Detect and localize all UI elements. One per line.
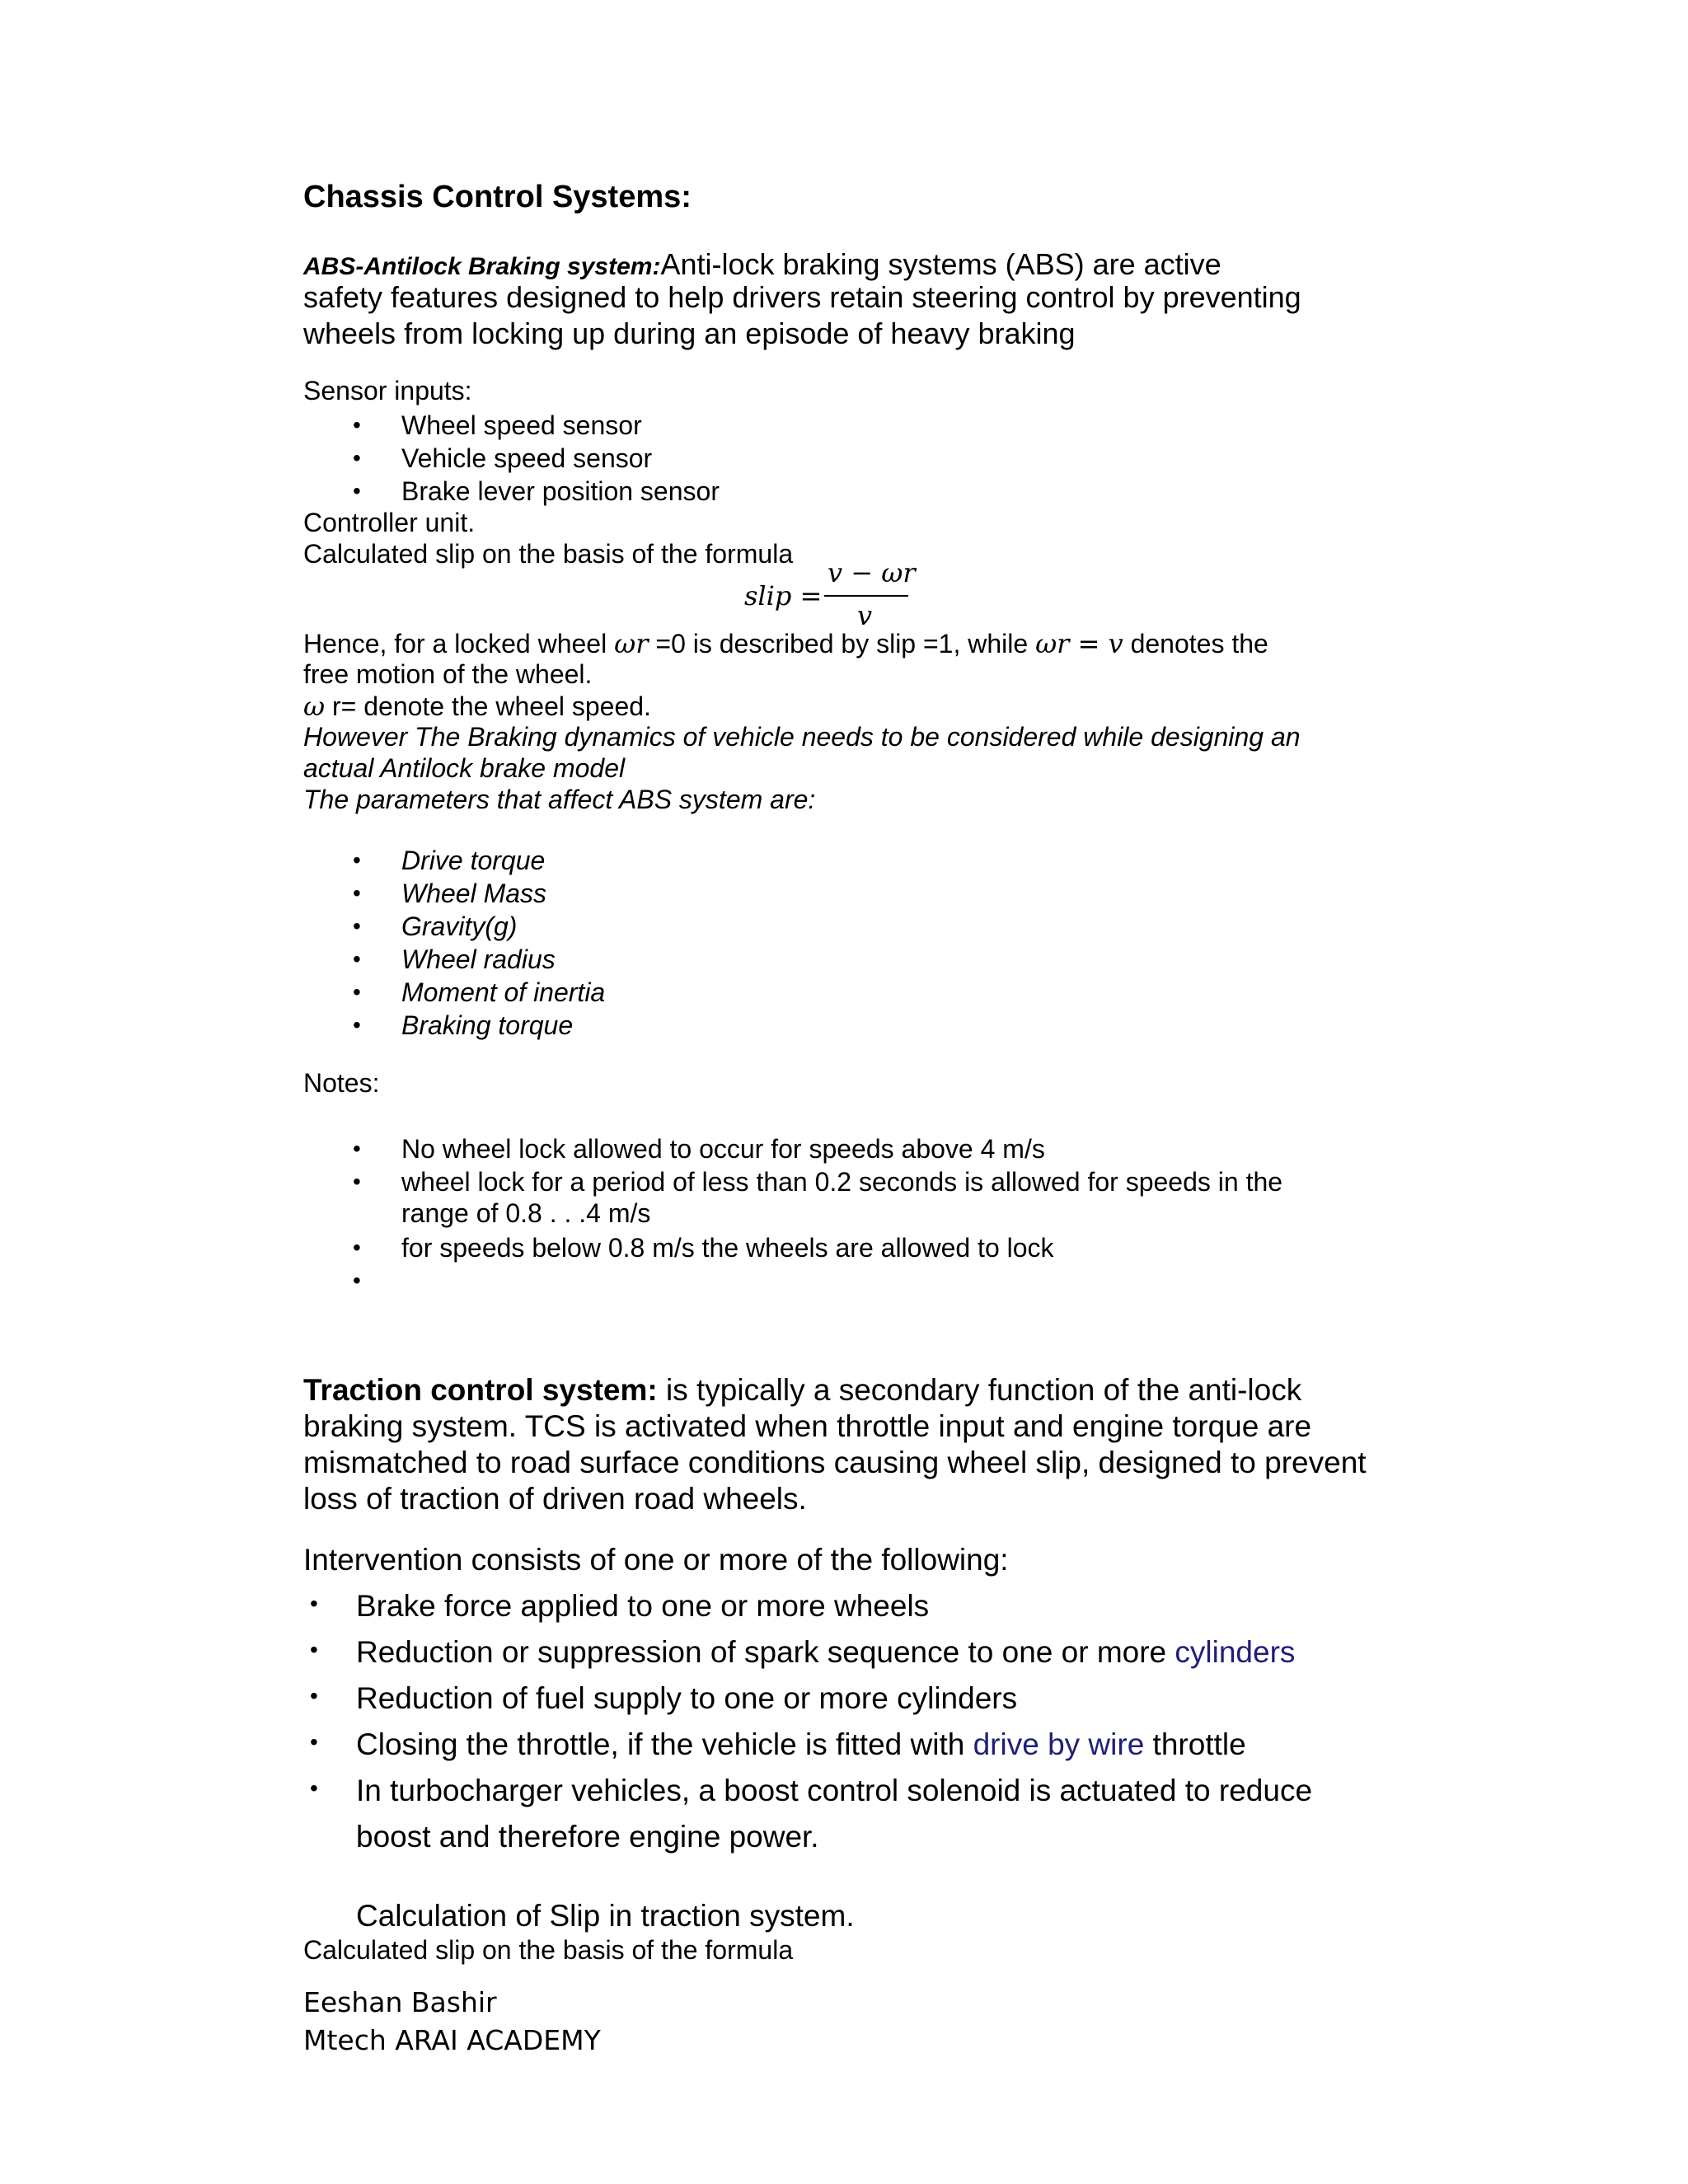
bullet-icon: • bbox=[353, 913, 361, 939]
controller-unit: Controller unit. bbox=[303, 508, 476, 537]
abs-intro-line-1 bbox=[303, 247, 1221, 282]
author-name: Eeshan Bashir bbox=[303, 1986, 497, 2018]
abs-intro-line-3: wheels from locking up during an episode of heavy braking bbox=[303, 316, 1076, 350]
intervention-item bbox=[356, 1589, 929, 1624]
parameter-item: Gravity(g) bbox=[401, 912, 518, 941]
bullet-icon: • bbox=[310, 1683, 318, 1708]
hence-text-2: =0 is described by slip =1, while bbox=[648, 629, 1036, 658]
parameter-item: Drive torque bbox=[401, 846, 546, 875]
bullet-icon: • bbox=[353, 979, 361, 1005]
hence-math-2: ωr = v bbox=[1035, 628, 1123, 659]
hence-text-3: denotes the bbox=[1123, 629, 1268, 658]
bullet-icon: • bbox=[353, 1136, 361, 1161]
hence-line-2: free motion of the wheel. bbox=[303, 659, 593, 689]
intervention-item bbox=[356, 1727, 1246, 1762]
formula-numerator: v − ωr bbox=[828, 557, 916, 588]
intervention-text: In turbocharger vehicles, a boost control solenoid is actuated to reduce bbox=[356, 1774, 1313, 1807]
bullet-icon: • bbox=[310, 1637, 318, 1662]
sensor-inputs-label: Sensor inputs: bbox=[303, 376, 472, 405]
tcs-calc-heading: Calculation of Slip in traction system. bbox=[356, 1899, 855, 1933]
fraction-bar bbox=[824, 595, 908, 597]
bullet-icon: • bbox=[310, 1591, 318, 1616]
abs-intro-line-2: safety features designed to help drivers retain steering control by preventing bbox=[303, 280, 1301, 314]
bullet-icon: • bbox=[353, 1235, 361, 1260]
parameters-label: The parameters that affect ABS system are: bbox=[303, 785, 816, 814]
formula-denominator: v bbox=[857, 600, 873, 631]
sensor-item: Vehicle speed sensor bbox=[401, 443, 653, 473]
hence-text-1: Hence, for a locked wheel bbox=[303, 629, 615, 658]
bullet-icon: • bbox=[310, 1775, 318, 1801]
abs-intro-text: Anti-lock braking systems (ABS) are active bbox=[660, 247, 1221, 281]
intervention-label: Intervention consists of one or more of the following: bbox=[303, 1543, 1009, 1577]
bullet-icon: • bbox=[353, 880, 361, 906]
intervention-item bbox=[356, 1635, 1295, 1670]
however-line-2: actual Antilock brake model bbox=[303, 753, 626, 783]
bullet-icon: • bbox=[353, 1169, 361, 1194]
sensor-item: Brake lever position sensor bbox=[401, 476, 720, 506]
calc-slip-line: Calculated slip on the basis of the formula bbox=[303, 539, 794, 569]
bullet-icon: • bbox=[310, 1729, 318, 1755]
bullet-icon: • bbox=[353, 946, 361, 972]
intervention-item bbox=[356, 1774, 1312, 1808]
bullet-icon: • bbox=[353, 478, 361, 504]
hence-math-1: ωr bbox=[614, 628, 649, 659]
parameter-item: Moment of inertia bbox=[401, 977, 606, 1007]
intervention-text: Reduction of fuel supply to one or more cylinders bbox=[356, 1681, 1018, 1715]
omega-line bbox=[303, 691, 651, 722]
abs-heading: ABS-Antilock Braking system: bbox=[303, 253, 661, 280]
intervention-text-after: throttle bbox=[1144, 1727, 1246, 1761]
notes-label: Notes: bbox=[303, 1068, 380, 1098]
parameter-item: Braking torque bbox=[401, 1010, 574, 1040]
intervention-item bbox=[356, 1681, 1017, 1716]
tcs-intro-line-4: loss of traction of driven road wheels. bbox=[303, 1482, 807, 1516]
bullet-icon: • bbox=[353, 1012, 361, 1038]
formula-lhs: slip = bbox=[744, 580, 823, 612]
cylinders-link[interactable]: cylinders bbox=[1175, 1635, 1296, 1669]
parameter-item: Wheel Mass bbox=[401, 879, 547, 908]
note-item: No wheel lock allowed to occur for speeds above 4 m/s bbox=[401, 1134, 1045, 1164]
however-line-1: However The Braking dynamics of vehicle needs to be considered while designing an bbox=[303, 722, 1301, 752]
note-item: wheel lock for a period of less than 0.2 seconds is allowed for speeds in the bbox=[401, 1167, 1283, 1197]
intervention-text: Closing the throttle, if the vehicle is fitted with bbox=[356, 1727, 973, 1761]
bullet-icon: • bbox=[353, 1268, 361, 1293]
tcs-calc-line: Calculated slip on the basis of the formula bbox=[303, 1935, 794, 1965]
tcs-intro-line-2: braking system. TCS is activated when throttle input and engine torque are bbox=[303, 1409, 1312, 1443]
sensor-item: Wheel speed sensor bbox=[401, 410, 642, 440]
bullet-icon: • bbox=[353, 412, 361, 438]
omega-symbol: ω bbox=[303, 691, 326, 722]
tcs-intro-line-3: mismatched to road surface conditions causing wheel slip, designed to prevent bbox=[303, 1446, 1367, 1479]
bullet-icon: • bbox=[353, 847, 361, 873]
tcs-intro-text: is typically a secondary function of the anti-lock bbox=[657, 1373, 1302, 1407]
tcs-heading: Traction control system: bbox=[303, 1373, 658, 1407]
drive-by-wire-link[interactable]: drive by wire bbox=[973, 1727, 1145, 1761]
intervention-item-continued: boost and therefore engine power. bbox=[356, 1820, 819, 1854]
hence-line-1 bbox=[303, 628, 1268, 659]
intervention-text: Brake force applied to one or more wheels bbox=[356, 1589, 930, 1623]
parameter-item: Wheel radius bbox=[401, 944, 556, 974]
note-item: for speeds below 0.8 m/s the wheels are allowed to lock bbox=[401, 1233, 1054, 1263]
bullet-icon: • bbox=[353, 445, 361, 471]
intervention-text: Reduction or suppression of spark sequence to one or more bbox=[356, 1635, 1175, 1669]
page-title: Chassis Control Systems: bbox=[303, 180, 692, 214]
author-affiliation: Mtech ARAI ACADEMY bbox=[303, 2024, 601, 2056]
tcs-intro-line-1 bbox=[303, 1373, 1301, 1408]
omega-text: r= denote the wheel speed. bbox=[325, 691, 651, 721]
note-item-continued: range of 0.8 . . .4 m/s bbox=[401, 1198, 651, 1228]
